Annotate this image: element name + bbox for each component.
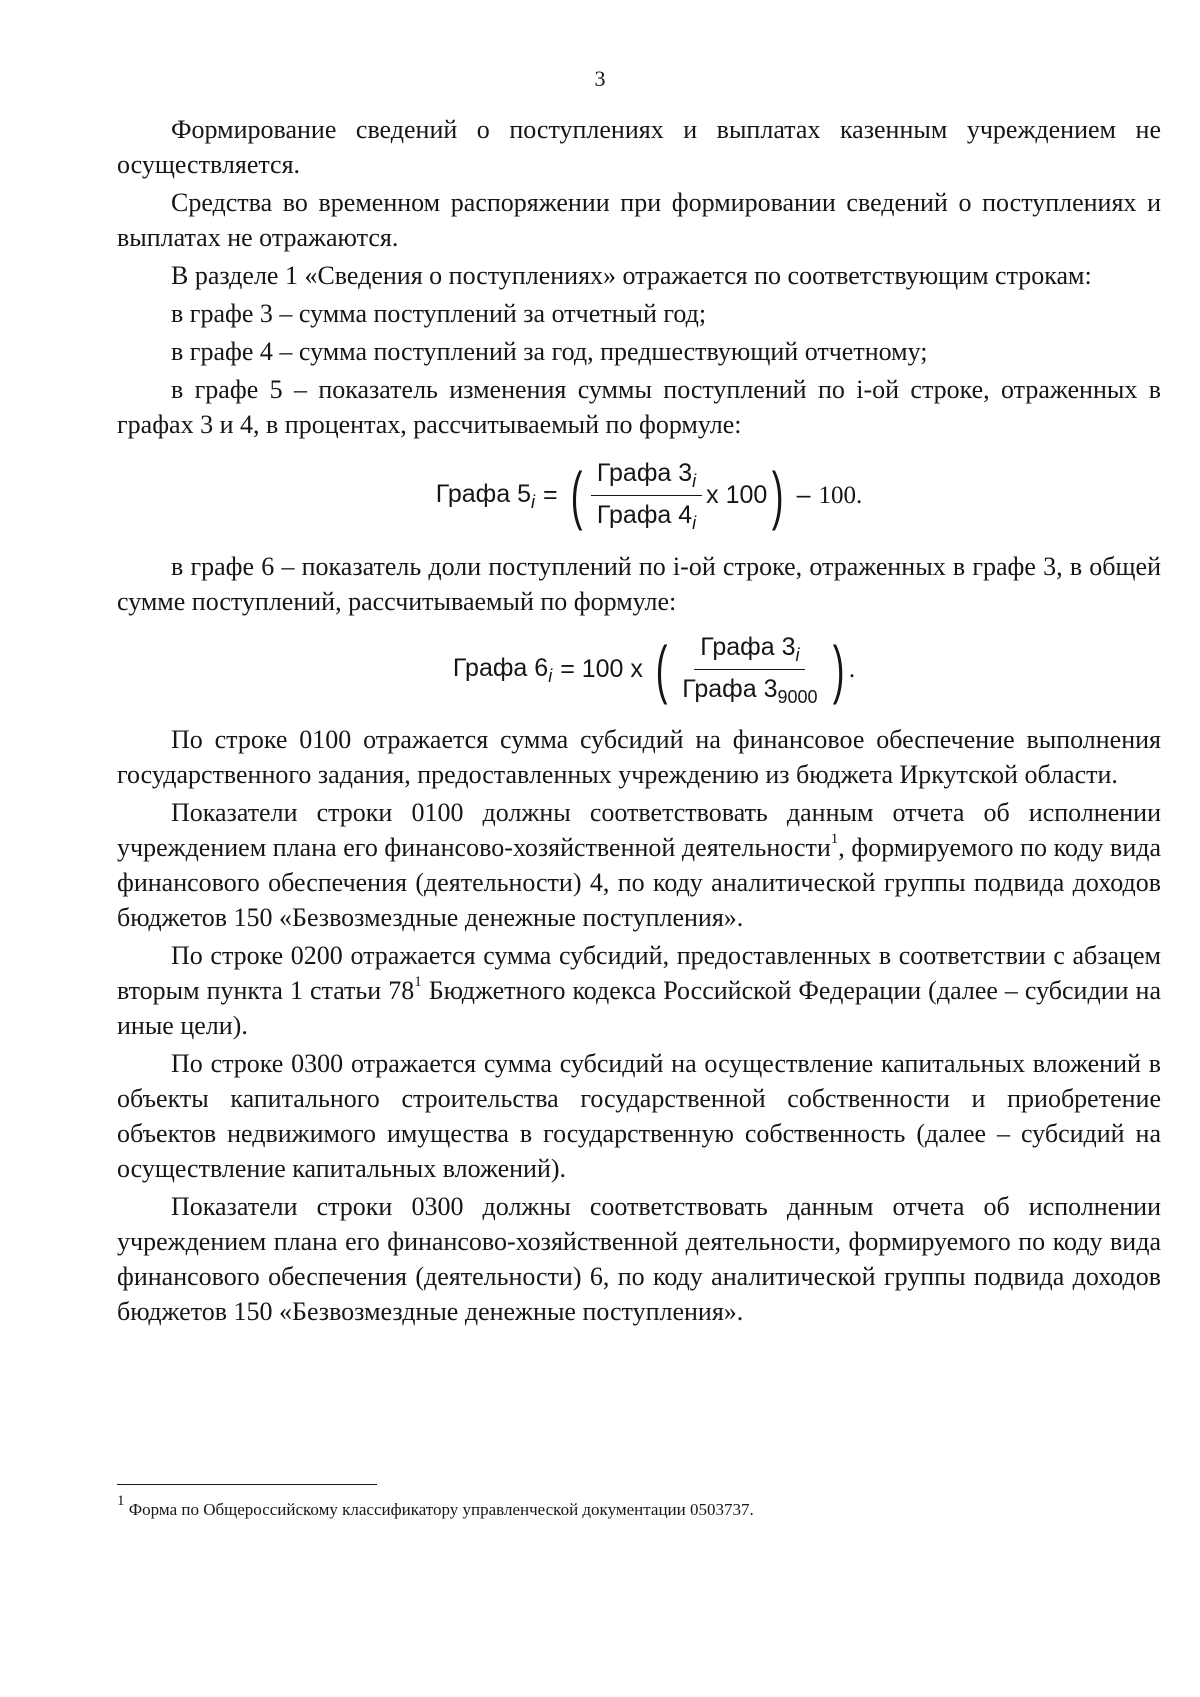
formula-constant: 100.	[818, 481, 863, 509]
fraction	[591, 456, 702, 535]
open-paren: (	[570, 459, 583, 531]
paragraph: В разделе 1 «Сведения о поступлениях» отражается по соответствующим строкам:	[171, 261, 1092, 290]
open-paren: (	[655, 633, 668, 705]
footnote	[117, 1493, 1161, 1521]
numerator: Графа $3_i$	[591, 456, 702, 496]
formula-grafa-5	[117, 445, 1161, 545]
denominator: Графа $3_{9000}$	[682, 674, 818, 707]
paragraph: Средства во временном распоряжении при формировании сведений о поступлениях и выплатах не отражаются.	[117, 188, 1161, 252]
equals-sign: =	[542, 480, 558, 509]
paragraph: в графе 3 – сумма поступлений за отчетный год;	[171, 299, 707, 328]
formula-lhs: Графа $5_i$	[435, 479, 535, 512]
paragraph: По строке 0300 отражается сумма субсидий на осуществление капитальных вложений в объекты капитального строительства государственной собственности и приобретение объектов недвижимого имущества в государственную собственность (далее – субсидий на осуществление капитальных вложений).	[117, 1049, 1161, 1183]
paragraph: По строке 0200 отражается сумма субсидий, предоставленных в соответствии с абзацем вторым пункта 1 статьи $78^1$ Бюджетного кодекса Российской Федерации (далее – субсидии на иные цели).	[117, 941, 1162, 1040]
multiplier: х 100	[706, 480, 768, 509]
minus-sign: –	[796, 480, 811, 509]
paragraph: Формирование сведений о поступлениях и выплатах казенным учреждением не осуществляется.	[117, 115, 1161, 179]
equals-multiplier: = 100 х	[560, 654, 643, 683]
document-body	[117, 112, 1161, 1332]
paragraph: в графе 5 – показатель изменения суммы поступлений по і-ой строке, отраженных в графах 3 и 4, в процентах, рассчитываемый по формуле:	[117, 375, 1161, 439]
page-number: 3	[594, 66, 606, 91]
numerator: Графа $3_i$	[694, 630, 805, 670]
paragraph: в графе 4 – сумма поступлений за год, предшествующий отчетному;	[171, 337, 928, 366]
paragraph: По строке 0100 отражается сумма субсидий на финансовое обеспечение выполнения государственного задания, предоставленных учреждению из бюджета Иркутской области.	[117, 725, 1161, 789]
close-paren: )	[832, 633, 845, 705]
paragraph: в графе 6 – показатель доли поступлений по і-ой строке, отраженных в графе 3, в общей сумме поступлений, рассчитываемый по формуле:	[117, 552, 1161, 616]
formula-lhs: Графа $6_i$	[452, 653, 553, 686]
paragraph: Показатели строки 0100 должны соответствовать данным отчета об исполнении учреждением плана его финансово-хозяйственной деятельности$^1$, формируемого по коду вида финансового обеспечения (деятельности) 4, по коду аналитической группы подвида доходов бюджетов 150 «Безвозмездные денежные поступления».	[117, 798, 1161, 932]
formula-period: .	[848, 655, 856, 683]
denominator: Графа $4_i$	[596, 500, 697, 533]
close-paren: )	[772, 459, 784, 531]
superscript: 1	[414, 974, 422, 991]
formula-grafa-6	[117, 622, 1161, 716]
footnote-separator	[117, 1484, 377, 1485]
footnote-text: Форма по Общероссийскому классификатору управленческой документации 0503737.	[128, 1500, 754, 1519]
footnote-mark: 1	[117, 1493, 125, 1510]
paragraph: Показатели строки 0300 должны соответствовать данным отчета об исполнении учреждением плана его финансово-хозяйственной деятельности, формируемого по коду вида финансового обеспечения (деятельности) 6, по коду аналитической группы подвида доходов бюджетов 150 «Безвозмездные денежные поступления».	[117, 1192, 1161, 1326]
footnote-reference: 1	[830, 831, 839, 848]
fraction	[676, 630, 823, 709]
